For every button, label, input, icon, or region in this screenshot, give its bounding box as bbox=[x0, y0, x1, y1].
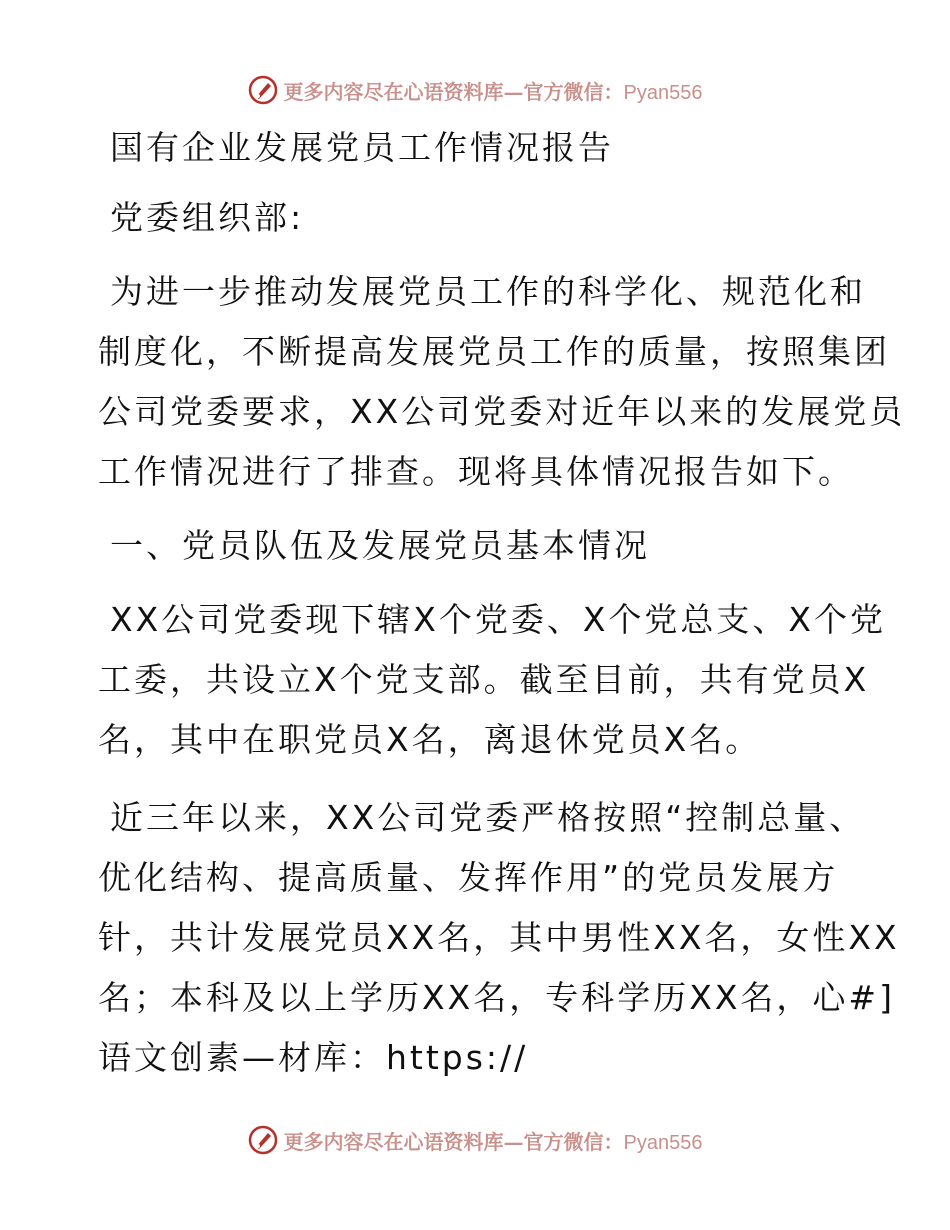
paragraph-line: 为进一步推动发展党员工作的科学化、规范化和 bbox=[110, 272, 866, 311]
pen-nib-logo-icon bbox=[248, 1125, 278, 1155]
paragraph-line: 工委，共设立X个党支部。截至目前，共有党员X bbox=[98, 660, 870, 699]
watermark-footer bbox=[0, 1120, 950, 1160]
paragraph-line: 工作情况进行了排查。现将具体情况报告如下。 bbox=[98, 452, 854, 491]
section-heading: 一、党员队伍及发展党员基本情况 bbox=[110, 526, 650, 565]
paragraph-line: XX公司党委现下辖X个党委、X个党总支、X个党 bbox=[110, 600, 887, 639]
watermark-id: Pyan556 bbox=[623, 1131, 703, 1154]
paragraph-line: 语文创素—材库：https:// bbox=[98, 1038, 529, 1077]
paragraph-line: 名，其中在职党员X名，离退休党员X名。 bbox=[98, 720, 762, 759]
paragraph-line: 针，共计发展党员XX名，其中男性XX名，女性XX bbox=[98, 918, 900, 957]
section-paragraph bbox=[98, 788, 900, 1088]
watermark-text: 更多内容尽在心语资料库—官方微信：Pyan556 bbox=[283, 1129, 703, 1154]
document-body bbox=[98, 122, 906, 1106]
paragraph-line: 优化结构、提高质量、发挥作用”的党员发展方 bbox=[98, 858, 839, 897]
salutation: 党委组织部: bbox=[110, 198, 305, 237]
paragraph-line: 近三年以来，XX公司党委严格按照“控制总量、 bbox=[110, 798, 866, 837]
intro-paragraph bbox=[98, 262, 906, 502]
paragraph-line: 公司党委要求，XX公司党委对近年以来的发展党员 bbox=[98, 392, 906, 431]
paragraph-line: 名；本科及以上学历XX名，专科学历XX名，心#] bbox=[98, 978, 895, 1017]
paragraph-line: 制度化，不断提高发展党员工作的质量，按照集团 bbox=[98, 332, 890, 371]
pen-nib-logo-icon bbox=[248, 75, 278, 105]
section-paragraph bbox=[98, 590, 887, 770]
watermark-header bbox=[0, 70, 950, 110]
document-title: 国有企业发展党员工作情况报告 bbox=[110, 128, 614, 167]
watermark-text: 更多内容尽在心语资料库—官方微信：Pyan556 bbox=[283, 79, 703, 104]
watermark-id: Pyan556 bbox=[623, 81, 703, 104]
